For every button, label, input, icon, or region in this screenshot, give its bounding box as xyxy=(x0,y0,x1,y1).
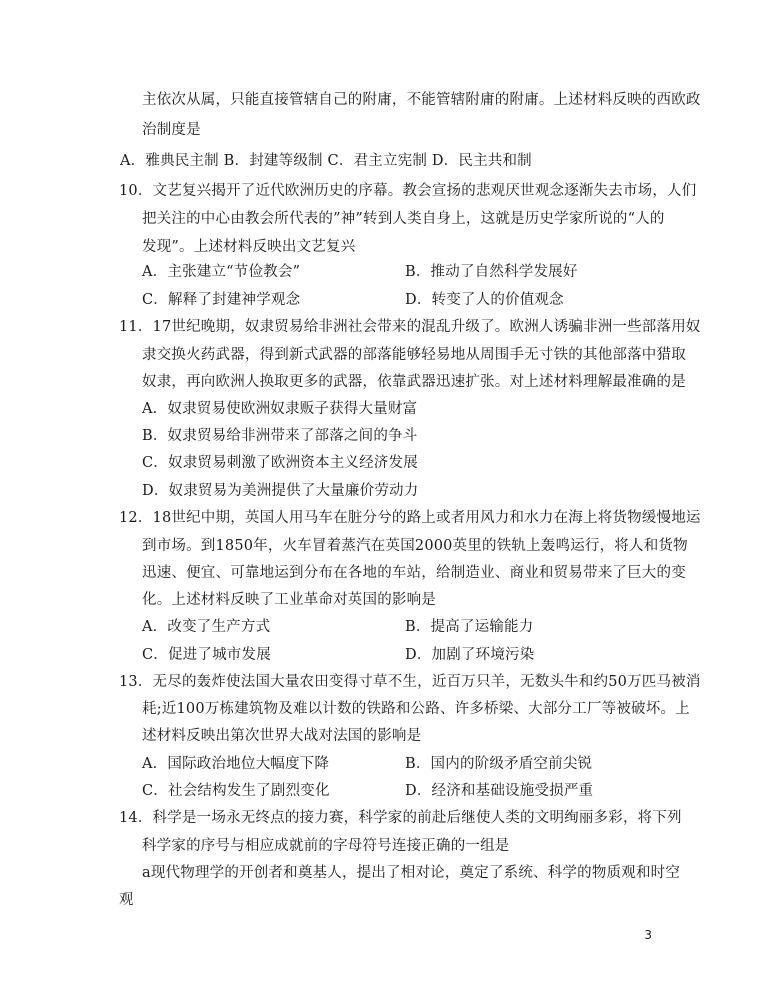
q13-stem-line-1: 13．无尽的轰炸使法国大量农田变得寸草不生，近百万只羊，无数头牛和约50万匹马被消 xyxy=(119,674,701,690)
q11-stem-line-3: 奴隶，再向欧洲人换取更多的武器，依靠武器迅速扩张。对上述材料理解最准确的是 xyxy=(142,374,686,390)
q11-stem-line-2: 隶交换火药武器，得到新式武器的部落能够轻易地从周围手无寸铁的其他部落中猎取 xyxy=(142,347,686,363)
q12-stem-line-4: 化。上述材料反映了工业革命对英国的影响是 xyxy=(142,592,436,608)
page-number: 3 xyxy=(644,928,652,942)
q11-option-c: C．奴隶贸易刺激了欧洲资本主义经济发展 xyxy=(142,455,418,471)
q11-option-a: A．奴隶贸易使欧洲奴隶贩子获得大量财富 xyxy=(142,401,418,417)
q12-stem-line-2: 到市场。到1850年，火车冒着蒸汽在英国2000英里的铁轨上轰鸣运行，将人和货物 xyxy=(142,538,688,554)
q13-stem-line-3: 述材料反映出第次世界大战对法国的影响是 xyxy=(142,728,422,744)
q10-option-d: D．转变了人的价值观念 xyxy=(405,292,564,308)
prev-question-stem-line-1: 主依次从属，只能直接管辖自己的附庸，不能管辖附庸的附庸。上述材料反映的西欧政 xyxy=(142,92,701,108)
q12-option-d: D．加剧了环境污染 xyxy=(405,647,535,663)
q12-stem-line-3: 迅速、便宜、可靠地运到分布在各地的车站，给制造业、商业和贸易带来了巨大的变 xyxy=(142,565,686,581)
q10-stem-line-3: 发现”。上述材料反映出文艺复兴 xyxy=(142,239,356,255)
q12-option-a: A．改变了生产方式 xyxy=(142,619,271,635)
q12-stem-line-1: 12．18世纪中期，英国人用马车在脏分兮的路上或者用风力和水力在海上将货物缓慢地运 xyxy=(119,510,701,526)
q14-item-a-line-2: 观 xyxy=(119,892,134,908)
q11-option-b: B．奴隶贸易给非洲带来了部落之间的争斗 xyxy=(142,428,418,444)
q10-stem-line-2: 把关注的中心由教会所代表的”神”转到人类自身上，这就是历史学家所说的“人的 xyxy=(142,211,665,227)
q11-stem-line-1: 11．17世纪晚期，奴隶贸易给非洲社会带来的混乱升级了。欧洲人诱骗非洲一些部落用奴 xyxy=(119,319,701,335)
q12-option-b: B．提高了运输能力 xyxy=(405,619,534,635)
q13-stem-line-2: 耗;近100万栋建筑物及难以计数的铁路和公路、许多桥梁、大部分工厂等被破坏。上 xyxy=(142,701,690,717)
q12-option-c: C．促进了城市发展 xyxy=(142,647,271,663)
q10-stem-line-1: 10．文艺复兴揭开了近代欧洲历史的序幕。教会宣扬的悲观厌世观念逐渐失去市场，人们 xyxy=(119,183,697,199)
q14-item-a-line-1: a现代物理学的开创者和奠基人，提出了相对论，奠定了系统、科学的物质观和时空 xyxy=(142,865,681,881)
q13-option-a: A．国际政治地位大幅度下降 xyxy=(142,756,330,772)
q10-option-c: C．解释了封建神学观念 xyxy=(142,292,301,308)
q10-option-b: B．推动了自然科学发展好 xyxy=(405,264,578,280)
q14-stem-line-2: 科学家的序号与相应成就前的字母符号连接正确的一组是 xyxy=(142,838,510,854)
q14-stem-line-1: 14．科学是一场永无终点的接力赛，科学家的前赴后继使人类的文明绚丽多彩，将下列 xyxy=(119,810,682,826)
q13-option-b: B．国内的阶级矛盾空前尖锐 xyxy=(405,756,593,772)
q13-option-c: C．社会结构发生了剧烈变化 xyxy=(142,783,330,799)
prev-question-stem-line-2: 治制度是 xyxy=(142,122,201,138)
q11-option-d: D．奴隶贸易为美洲提供了大量廉价劳动力 xyxy=(142,483,419,499)
q13-option-d: D．经济和基础设施受损严重 xyxy=(405,783,594,799)
prev-question-options: A．雅典民主制 B．封建等级制 C．君主立宪制 D．民主共和制 xyxy=(120,153,532,169)
q10-option-a: A．主张建立“节俭教会” xyxy=(142,264,301,280)
